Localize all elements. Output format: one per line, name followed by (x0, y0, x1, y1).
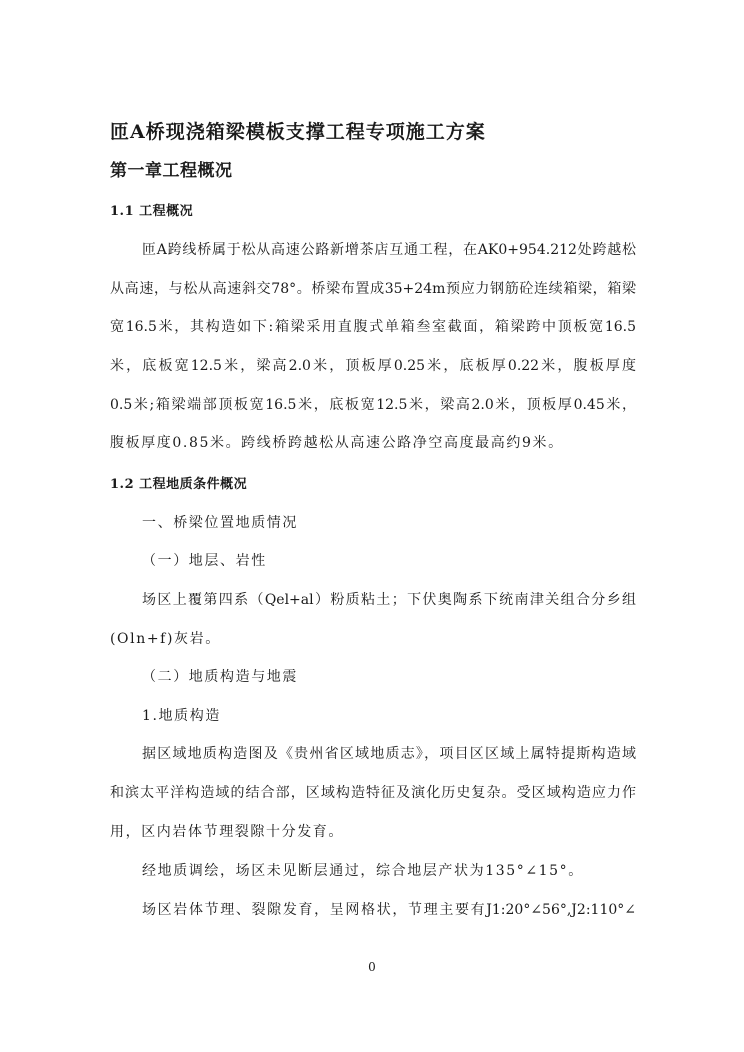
paragraph-line: 0.5米;箱梁端部顶板宽16.5米，底板宽12.5米，梁高2.0米，顶板厚0.45米， (110, 397, 636, 413)
page-number: 0 (368, 960, 376, 974)
paragraph-line: 场区岩体节理、裂隙发育，呈网格状，节理主要有J1:20°∠56°,J2:110°∠ (142, 902, 636, 918)
section-heading-1-2: 1.2 工程地质条件概况 (110, 477, 248, 492)
chapter-heading: 第一章工程概况 (110, 161, 233, 181)
paragraph-line: (Oln+f)灰岩。 (110, 631, 221, 647)
paragraph-line: 米，底板宽12.5米，梁高2.0米，顶板厚0.25米，底板厚0.22米，腹板厚度 (110, 358, 636, 374)
paragraph-line: 宽16.5米，其构造如下:箱梁采用直腹式单箱叁室截面，箱梁跨中顶板宽16.5 (110, 319, 636, 335)
subheading: （二）地质构造与地震 (142, 669, 298, 685)
paragraph-line: 场区上覆第四系（Qel+al）粉质粘土；下伏奥陶系下统南津关组合分乡组 (142, 592, 636, 608)
subheading: 一、桥梁位置地质情况 (142, 515, 298, 531)
document-title: 匝A桥现浇箱梁模板支撑工程专项施工方案 (110, 121, 486, 143)
paragraph-line: 据区域地质构造图及《贵州省区域地质志》，项目区区域上属特提斯构造域 (142, 746, 636, 762)
subheading: 1.地质构造 (142, 708, 221, 724)
paragraph-line: 从高速，与松从高速斜交78°。桥梁布置成35+24m预应力钢筋砼连续箱梁，箱梁 (110, 281, 636, 297)
section-heading-1-1: 1.1 工程概况 (110, 204, 194, 219)
paragraph-line: 和滨太平洋构造域的结合部，区域构造特征及演化历史复杂。受区域构造应力作 (110, 785, 636, 801)
paragraph-line: 用，区内岩体节理裂隙十分发育。 (110, 824, 344, 840)
subheading: （一）地层、岩性 (142, 553, 267, 569)
paragraph-line: 匝A跨线桥属于松从高速公路新增茶店互通工程，在AK0+954.212处跨越松 (142, 242, 636, 258)
paragraph-line: 经地质调绘，场区未见断层通过，综合地层产状为135°∠15°。 (142, 863, 584, 879)
paragraph-line: 腹板厚度0.85米。跨线桥跨越松从高速公路净空高度最高约9米。 (110, 435, 564, 451)
